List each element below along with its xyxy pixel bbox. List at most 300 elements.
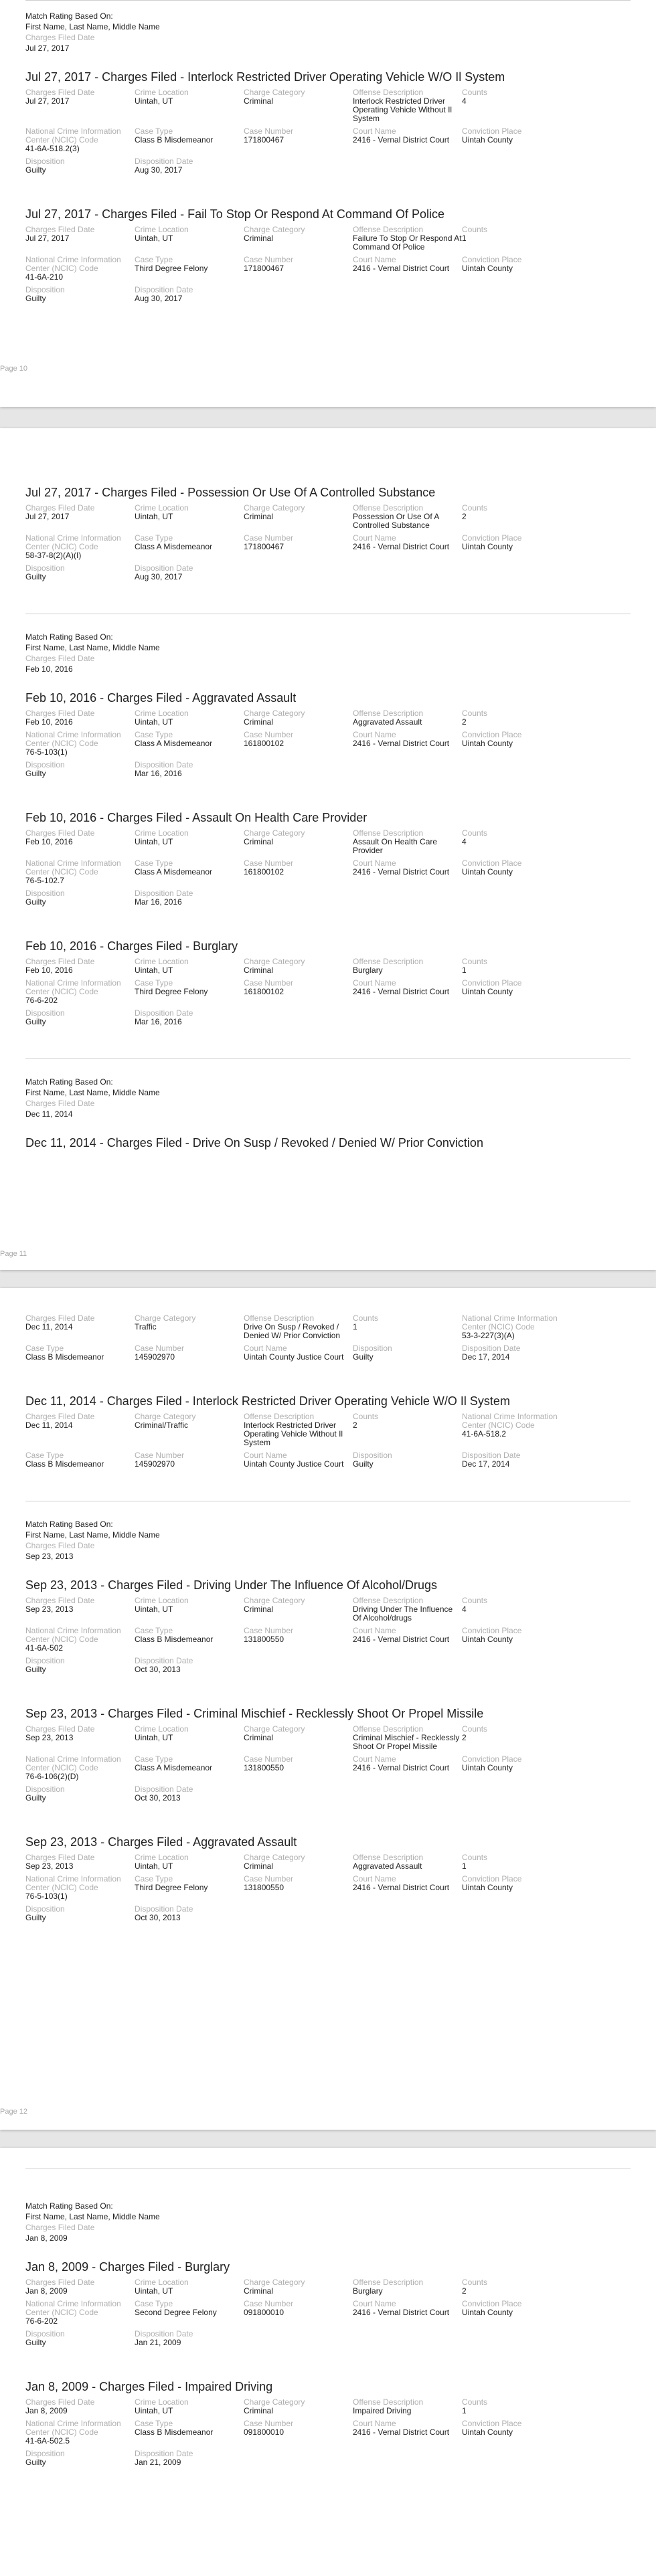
disposition-date-cell bbox=[135, 1009, 244, 1026]
case-number-cell bbox=[244, 731, 353, 757]
disposition-date-value: Dec 17, 2014 bbox=[462, 1459, 510, 1469]
crime-location-value: Uintah, UT bbox=[135, 2406, 173, 2415]
charges-filed-date-value: Jul 27, 2017 bbox=[25, 96, 70, 106]
crime-location-label: Crime Location bbox=[135, 2278, 189, 2287]
conviction-place-cell bbox=[462, 2300, 582, 2326]
disposition-date-value: Oct 30, 2013 bbox=[135, 1793, 181, 1803]
page-top-rule bbox=[25, 0, 631, 1]
case-type-label: Case Type bbox=[135, 1626, 173, 1635]
page-number: Page 11 bbox=[0, 1250, 27, 1258]
disposition-date-value: Aug 30, 2017 bbox=[135, 294, 183, 303]
case-number-label: Case Number bbox=[135, 1451, 185, 1460]
charges-filed-date-label: Charges Filed Date bbox=[25, 88, 95, 97]
charges-filed-date-cell bbox=[25, 1596, 135, 1623]
crime-location-value: Uintah, UT bbox=[135, 2286, 173, 2296]
disposition-cell bbox=[25, 1657, 135, 1674]
charges-filed-date-cell bbox=[25, 709, 135, 727]
report-page bbox=[0, 428, 656, 1270]
ncic-code-label: National Crime Information Center (NCIC) Code bbox=[25, 858, 121, 877]
counts-label: Counts bbox=[462, 828, 488, 838]
case-number-value: 161800102 bbox=[244, 987, 284, 996]
court-name-cell bbox=[353, 1627, 462, 1653]
court-name-cell bbox=[353, 1875, 462, 1901]
charge-category-cell bbox=[244, 1596, 353, 1623]
offense-description-label: Offense Description bbox=[353, 1596, 424, 1605]
record-title: Feb 10, 2016 - Charges Filed - Burglary bbox=[25, 939, 238, 953]
charges-filed-date-label: Charges Filed Date bbox=[25, 709, 95, 718]
disposition-date-label: Disposition Date bbox=[135, 1784, 193, 1794]
disposition-label: Disposition bbox=[353, 1451, 392, 1460]
case-number-value: 171800467 bbox=[244, 135, 284, 145]
disposition-cell bbox=[353, 1451, 462, 1469]
case-type-label: Case Type bbox=[135, 2419, 173, 2428]
case-type-cell bbox=[135, 2419, 244, 2446]
offense-description-label: Offense Description bbox=[353, 2278, 424, 2287]
disposition-date-cell bbox=[135, 1785, 244, 1803]
case-number-cell bbox=[244, 256, 353, 282]
crime-location-label: Crime Location bbox=[135, 88, 189, 97]
ncic-code-label: National Crime Information Center (NCIC) Code bbox=[25, 730, 121, 748]
disposition-date-value: Dec 17, 2014 bbox=[462, 1352, 510, 1362]
charges-filed-date-cell bbox=[25, 1725, 135, 1751]
crime-location-value: Uintah, UT bbox=[135, 1604, 173, 1614]
charge-category-label: Charge Category bbox=[244, 1853, 305, 1862]
ncic-code-label: National Crime Information Center (NCIC) Code bbox=[25, 1874, 121, 1892]
case-number-cell bbox=[135, 1451, 244, 1469]
offense-description-label: Offense Description bbox=[353, 1853, 424, 1862]
charge-category-cell bbox=[244, 1725, 353, 1751]
page-number: Page 10 bbox=[0, 365, 27, 373]
charge-category-cell bbox=[244, 504, 353, 530]
ncic-code-cell bbox=[25, 2419, 135, 2446]
ncic-code-cell bbox=[25, 859, 135, 885]
counts-value: 1 bbox=[353, 1322, 357, 1331]
offense-description-cell bbox=[353, 957, 462, 975]
charges-filed-date-label: Charges Filed Date bbox=[25, 1412, 95, 1421]
counts-value: 2 bbox=[462, 2286, 467, 2296]
case-number-cell bbox=[244, 1875, 353, 1901]
crime-location-label: Crime Location bbox=[135, 828, 189, 838]
charge-category-value: Criminal bbox=[244, 2406, 274, 2415]
offense-description-value: Burglary bbox=[353, 965, 383, 975]
charge-category-cell bbox=[244, 709, 353, 727]
court-name-label: Court Name bbox=[353, 126, 396, 136]
counts-label: Counts bbox=[462, 503, 488, 513]
court-name-label: Court Name bbox=[244, 1451, 287, 1460]
record-title: Feb 10, 2016 - Charges Filed - Aggravated Assault bbox=[25, 691, 297, 705]
case-number-label: Case Number bbox=[244, 978, 294, 988]
conviction-place-cell bbox=[462, 127, 582, 153]
offense-description-value: Burglary bbox=[353, 2286, 383, 2296]
counts-cell bbox=[462, 504, 582, 530]
case-number-value: 145902970 bbox=[135, 1352, 175, 1362]
offense-description-cell bbox=[353, 1596, 462, 1623]
ncic-code-cell bbox=[25, 2300, 135, 2326]
crime-location-value: Uintah, UT bbox=[135, 512, 173, 521]
charges-filed-date-value: Sep 23, 2013 bbox=[25, 1733, 74, 1742]
offense-description-label: Offense Description bbox=[353, 709, 424, 718]
charge-category-cell bbox=[244, 225, 353, 252]
charges-filed-date-value: Jan 8, 2009 bbox=[25, 2233, 68, 2243]
case-type-cell bbox=[135, 859, 244, 885]
disposition-value: Guilty bbox=[25, 1793, 46, 1803]
match-rating-block bbox=[25, 11, 631, 54]
page-content bbox=[25, 2201, 631, 2499]
disposition-label: Disposition bbox=[25, 2329, 65, 2338]
ncic-code-label: National Crime Information Center (NCIC) Code bbox=[25, 2419, 121, 2437]
ncic-code-cell bbox=[25, 534, 135, 560]
charge-category-value: Criminal bbox=[244, 837, 274, 846]
charges-filed-date-label: Charges Filed Date bbox=[25, 828, 95, 838]
charge-details-grid bbox=[25, 709, 631, 778]
crime-location-cell bbox=[135, 504, 244, 530]
conviction-place-cell bbox=[462, 1875, 582, 1901]
disposition-label: Disposition bbox=[25, 1656, 65, 1665]
ncic-code-value: 76-6-202 bbox=[25, 996, 58, 1005]
charges-filed-date-cell bbox=[25, 225, 135, 252]
disposition-date-cell bbox=[135, 564, 244, 581]
conviction-place-value: Uintah County bbox=[462, 867, 513, 877]
charges-filed-date-cell bbox=[25, 504, 135, 530]
case-number-value: 161800102 bbox=[244, 867, 284, 877]
counts-cell bbox=[353, 1412, 462, 1447]
offense-description-cell bbox=[353, 225, 462, 252]
match-rating-heading: Match Rating Based On: bbox=[25, 1520, 113, 1529]
disposition-date-label: Disposition Date bbox=[135, 2329, 193, 2338]
court-name-value: 2416 - Vernal District Court bbox=[353, 1883, 450, 1892]
report-page bbox=[0, 1288, 656, 2130]
ncic-code-label: National Crime Information Center (NCIC) Code bbox=[25, 1626, 121, 1644]
case-number-cell bbox=[244, 859, 353, 885]
conviction-place-cell bbox=[462, 256, 582, 282]
charges-filed-date-value: Jul 27, 2017 bbox=[25, 234, 70, 243]
case-type-cell bbox=[135, 1627, 244, 1653]
record-title: Sep 23, 2013 - Charges Filed - Criminal Mischief - Recklessly Shoot Or Propel Missile bbox=[25, 1707, 484, 1720]
crime-location-label: Crime Location bbox=[135, 1724, 189, 1734]
disposition-value: Guilty bbox=[25, 1665, 46, 1674]
disposition-value: Guilty bbox=[25, 2338, 46, 2347]
conviction-place-value: Uintah County bbox=[462, 2308, 513, 2317]
conviction-place-value: Uintah County bbox=[462, 2427, 513, 2437]
case-type-label: Case Type bbox=[135, 1874, 173, 1883]
disposition-cell bbox=[25, 1009, 135, 1026]
court-name-label: Court Name bbox=[244, 1344, 287, 1353]
case-number-label: Case Number bbox=[244, 1626, 294, 1635]
disposition-date-value: Jan 21, 2009 bbox=[135, 2458, 181, 2467]
disposition-date-label: Disposition Date bbox=[135, 1904, 193, 1914]
case-number-label: Case Number bbox=[244, 858, 294, 868]
case-number-value: 145902970 bbox=[135, 1459, 175, 1469]
crime-location-label: Crime Location bbox=[135, 709, 189, 718]
disposition-label: Disposition bbox=[25, 1008, 65, 1018]
offense-description-cell bbox=[353, 829, 462, 855]
counts-cell bbox=[353, 1314, 462, 1340]
ncic-code-label: National Crime Information Center (NCIC) Code bbox=[25, 2299, 121, 2317]
ncic-code-value: 41-6A-502.5 bbox=[25, 2436, 70, 2446]
conviction-place-value: Uintah County bbox=[462, 1635, 513, 1644]
court-name-cell bbox=[353, 731, 462, 757]
charge-category-value: Criminal bbox=[244, 512, 274, 521]
charge-category-label: Charge Category bbox=[135, 1313, 196, 1323]
offense-description-cell bbox=[353, 1725, 462, 1751]
counts-value: 2 bbox=[462, 1733, 467, 1742]
case-type-cell bbox=[135, 731, 244, 757]
offense-description-cell bbox=[353, 1853, 462, 1871]
conviction-place-cell bbox=[462, 534, 582, 560]
match-rating-basis: First Name, Last Name, Middle Name bbox=[25, 2212, 160, 2221]
offense-description-value: Drive On Susp / Revoked / Denied W/ Prior Conviction bbox=[244, 1322, 341, 1340]
case-type-value: Class A Misdemeanor bbox=[135, 1763, 213, 1772]
court-name-value: 2416 - Vernal District Court bbox=[353, 1635, 450, 1644]
case-number-cell bbox=[135, 1344, 244, 1362]
crime-location-cell bbox=[135, 957, 244, 975]
court-name-cell bbox=[353, 127, 462, 153]
disposition-date-cell bbox=[135, 2450, 244, 2467]
ncic-code-value: 76-5-103(1) bbox=[25, 1892, 68, 1901]
charge-details-grid bbox=[25, 1725, 631, 1803]
case-number-label: Case Number bbox=[244, 126, 294, 136]
court-name-value: 2416 - Vernal District Court bbox=[353, 2308, 450, 2317]
disposition-date-label: Disposition Date bbox=[135, 760, 193, 769]
charges-filed-date-value: Feb 10, 2016 bbox=[25, 837, 73, 846]
disposition-date-value: Oct 30, 2013 bbox=[135, 1665, 181, 1674]
counts-value: 1 bbox=[462, 965, 467, 975]
charge-record bbox=[25, 691, 631, 778]
crime-location-value: Uintah, UT bbox=[135, 965, 173, 975]
disposition-date-cell bbox=[135, 286, 244, 303]
case-type-label: Case Type bbox=[135, 730, 173, 739]
charge-record bbox=[25, 1706, 631, 1803]
charges-filed-date-value: Jul 27, 2017 bbox=[25, 512, 70, 521]
charges-filed-date-value: Dec 11, 2014 bbox=[25, 1109, 73, 1119]
counts-cell bbox=[462, 1853, 582, 1871]
ncic-code-value: 76-6-202 bbox=[25, 2316, 58, 2326]
offense-description-cell bbox=[353, 504, 462, 530]
charge-category-value: Criminal bbox=[244, 1733, 274, 1742]
ncic-code-value: 41-6A-210 bbox=[25, 272, 64, 282]
disposition-date-cell bbox=[462, 1451, 582, 1469]
case-number-cell bbox=[244, 534, 353, 560]
report-page bbox=[0, 2148, 656, 2576]
charges-filed-date-label: Charges Filed Date bbox=[25, 1541, 95, 1550]
ncic-code-label: National Crime Information Center (NCIC) Code bbox=[25, 978, 121, 996]
counts-value: 4 bbox=[462, 96, 467, 106]
case-type-label: Case Type bbox=[25, 1344, 64, 1353]
charges-filed-date-label: Charges Filed Date bbox=[25, 654, 95, 663]
charge-details-grid bbox=[25, 88, 631, 175]
disposition-date-cell bbox=[135, 157, 244, 175]
record-title: Jan 8, 2009 - Charges Filed - Impaired Driving bbox=[25, 2380, 273, 2393]
offense-description-value: Interlock Restricted Driver Operating Vehicle Without Il System bbox=[244, 1420, 343, 1447]
disposition-date-cell bbox=[135, 761, 244, 778]
charges-filed-date-label: Charges Filed Date bbox=[25, 1099, 95, 1108]
court-name-cell bbox=[353, 979, 462, 1005]
charge-details-grid bbox=[25, 2398, 631, 2467]
case-type-value: Class B Misdemeanor bbox=[135, 135, 214, 145]
crime-location-cell bbox=[135, 1725, 244, 1751]
court-name-label: Court Name bbox=[353, 1626, 396, 1635]
court-name-cell bbox=[353, 2300, 462, 2326]
charge-record bbox=[25, 1394, 631, 1469]
case-type-value: Third Degree Felony bbox=[135, 987, 208, 996]
court-name-value: 2416 - Vernal District Court bbox=[353, 135, 450, 145]
case-number-cell bbox=[244, 2300, 353, 2326]
charge-category-cell bbox=[244, 88, 353, 123]
counts-cell bbox=[462, 829, 582, 855]
disposition-label: Disposition bbox=[25, 1784, 65, 1794]
court-name-value: 2416 - Vernal District Court bbox=[353, 987, 450, 996]
charge-category-value: Criminal bbox=[244, 2286, 274, 2296]
case-type-label: Case Type bbox=[135, 858, 173, 868]
charge-category-label: Charge Category bbox=[244, 2278, 305, 2287]
ncic-code-value: 58-37-8(2)(A)(I) bbox=[25, 551, 82, 560]
counts-cell bbox=[462, 2398, 582, 2415]
disposition-value: Guilty bbox=[25, 1017, 46, 1026]
ncic-code-label: National Crime Information Center (NCIC) Code bbox=[25, 126, 121, 145]
case-type-label: Case Type bbox=[135, 533, 173, 543]
match-rating-heading: Match Rating Based On: bbox=[25, 11, 113, 21]
case-type-value: Class B Misdemeanor bbox=[25, 1459, 104, 1469]
disposition-date-label: Disposition Date bbox=[135, 2449, 193, 2458]
counts-cell bbox=[462, 88, 582, 123]
conviction-place-label: Conviction Place bbox=[462, 2299, 522, 2308]
ncic-code-cell bbox=[462, 1412, 582, 1447]
case-number-label: Case Number bbox=[244, 533, 294, 543]
offense-description-value: Aggravated Assault bbox=[353, 717, 422, 727]
court-name-value: Uintah County Justice Court bbox=[244, 1352, 344, 1362]
match-rating-heading: Match Rating Based On: bbox=[25, 2201, 113, 2211]
case-number-label: Case Number bbox=[244, 1754, 294, 1764]
crime-location-label: Crime Location bbox=[135, 2397, 189, 2407]
charges-filed-date-cell bbox=[25, 2278, 135, 2296]
ncic-code-label: National Crime Information Center (NCIC) Code bbox=[462, 1412, 558, 1430]
disposition-label: Disposition bbox=[25, 563, 65, 573]
charge-record bbox=[25, 207, 631, 303]
charge-record bbox=[25, 1314, 631, 1362]
disposition-label: Disposition bbox=[25, 157, 65, 166]
disposition-cell bbox=[25, 564, 135, 581]
disposition-date-cell bbox=[135, 2330, 244, 2347]
record-title: Jul 27, 2017 - Charges Filed - Possession Or Use Of A Controlled Substance bbox=[25, 486, 436, 499]
counts-value: 4 bbox=[462, 1604, 467, 1614]
disposition-date-value: Mar 16, 2016 bbox=[135, 769, 182, 778]
disposition-date-label: Disposition Date bbox=[135, 889, 193, 898]
crime-location-label: Crime Location bbox=[135, 225, 189, 234]
offense-description-value: Criminal Mischief - Recklessly Shoot Or Propel Missile bbox=[353, 1733, 460, 1751]
charge-details-grid bbox=[25, 829, 631, 907]
charges-filed-date-label: Charges Filed Date bbox=[25, 957, 95, 966]
conviction-place-cell bbox=[462, 1627, 582, 1653]
crime-location-cell bbox=[135, 2278, 244, 2296]
court-name-label: Court Name bbox=[353, 858, 396, 868]
charges-filed-date-label: Charges Filed Date bbox=[25, 1724, 95, 1734]
crime-location-value: Uintah, UT bbox=[135, 234, 173, 243]
offense-description-label: Offense Description bbox=[353, 88, 424, 97]
counts-value: 1 bbox=[462, 234, 467, 243]
case-type-value: Class B Misdemeanor bbox=[135, 1635, 214, 1644]
conviction-place-cell bbox=[462, 979, 582, 1005]
crime-location-cell bbox=[135, 2398, 244, 2415]
charge-category-label: Charge Category bbox=[244, 503, 305, 513]
case-type-cell bbox=[25, 1451, 135, 1469]
disposition-date-value: Aug 30, 2017 bbox=[135, 165, 183, 175]
offense-description-label: Offense Description bbox=[353, 503, 424, 513]
charge-record bbox=[25, 1835, 631, 1922]
record-title: Jan 8, 2009 - Charges Filed - Burglary bbox=[25, 2260, 230, 2274]
ncic-code-cell bbox=[25, 127, 135, 153]
charge-category-value: Criminal bbox=[244, 717, 274, 727]
charge-category-cell bbox=[244, 957, 353, 975]
conviction-place-cell bbox=[462, 731, 582, 757]
charges-filed-date-label: Charges Filed Date bbox=[25, 1313, 95, 1323]
disposition-cell bbox=[353, 1344, 462, 1362]
charge-record bbox=[25, 2260, 631, 2347]
counts-value: 2 bbox=[353, 1420, 357, 1430]
counts-label: Counts bbox=[462, 88, 488, 97]
court-name-value: 2416 - Vernal District Court bbox=[353, 739, 450, 748]
conviction-place-label: Conviction Place bbox=[462, 126, 522, 136]
case-number-cell bbox=[244, 1627, 353, 1653]
case-number-label: Case Number bbox=[244, 2419, 294, 2428]
charge-category-cell bbox=[244, 1853, 353, 1871]
offense-description-label: Offense Description bbox=[353, 2397, 424, 2407]
disposition-label: Disposition bbox=[25, 2449, 65, 2458]
disposition-label: Disposition bbox=[353, 1344, 392, 1353]
ncic-code-value: 41-6A-518.2(3) bbox=[25, 144, 80, 153]
crime-location-value: Uintah, UT bbox=[135, 717, 173, 727]
match-rating-heading: Match Rating Based On: bbox=[25, 632, 113, 642]
charge-category-value: Criminal bbox=[244, 1861, 274, 1871]
court-name-cell bbox=[353, 2419, 462, 2446]
conviction-place-label: Conviction Place bbox=[462, 730, 522, 739]
case-type-label: Case Type bbox=[135, 1754, 173, 1764]
charges-filed-date-cell bbox=[25, 88, 135, 123]
charge-category-value: Criminal bbox=[244, 965, 274, 975]
disposition-date-value: Jan 21, 2009 bbox=[135, 2338, 181, 2347]
match-rating-block bbox=[25, 1077, 631, 1119]
conviction-place-value: Uintah County bbox=[462, 264, 513, 273]
charges-filed-date-label: Charges Filed Date bbox=[25, 33, 95, 42]
charges-filed-date-value: Jan 8, 2009 bbox=[25, 2286, 68, 2296]
counts-cell bbox=[462, 225, 582, 252]
disposition-value: Guilty bbox=[25, 897, 46, 907]
charge-category-cell bbox=[135, 1314, 244, 1340]
charge-details-grid bbox=[25, 225, 631, 303]
counts-label: Counts bbox=[353, 1412, 379, 1421]
conviction-place-value: Uintah County bbox=[462, 1883, 513, 1892]
crime-location-label: Crime Location bbox=[135, 503, 189, 513]
counts-label: Counts bbox=[462, 1853, 488, 1862]
conviction-place-value: Uintah County bbox=[462, 987, 513, 996]
case-type-label: Case Type bbox=[135, 978, 173, 988]
court-name-label: Court Name bbox=[353, 1874, 396, 1883]
counts-label: Counts bbox=[353, 1313, 379, 1323]
court-name-value: 2416 - Vernal District Court bbox=[353, 2427, 450, 2437]
offense-description-value: Aggravated Assault bbox=[353, 1861, 422, 1871]
page-content bbox=[25, 485, 631, 1150]
charge-category-value: Criminal bbox=[244, 96, 274, 106]
charges-filed-date-cell bbox=[25, 1412, 135, 1447]
disposition-label: Disposition bbox=[25, 1904, 65, 1914]
offense-description-cell bbox=[353, 88, 462, 123]
conviction-place-label: Conviction Place bbox=[462, 533, 522, 543]
crime-location-cell bbox=[135, 88, 244, 123]
offense-description-label: Offense Description bbox=[244, 1412, 315, 1421]
disposition-date-label: Disposition Date bbox=[462, 1344, 521, 1353]
court-name-cell bbox=[353, 534, 462, 560]
case-number-value: 091800010 bbox=[244, 2308, 284, 2317]
conviction-place-value: Uintah County bbox=[462, 135, 513, 145]
